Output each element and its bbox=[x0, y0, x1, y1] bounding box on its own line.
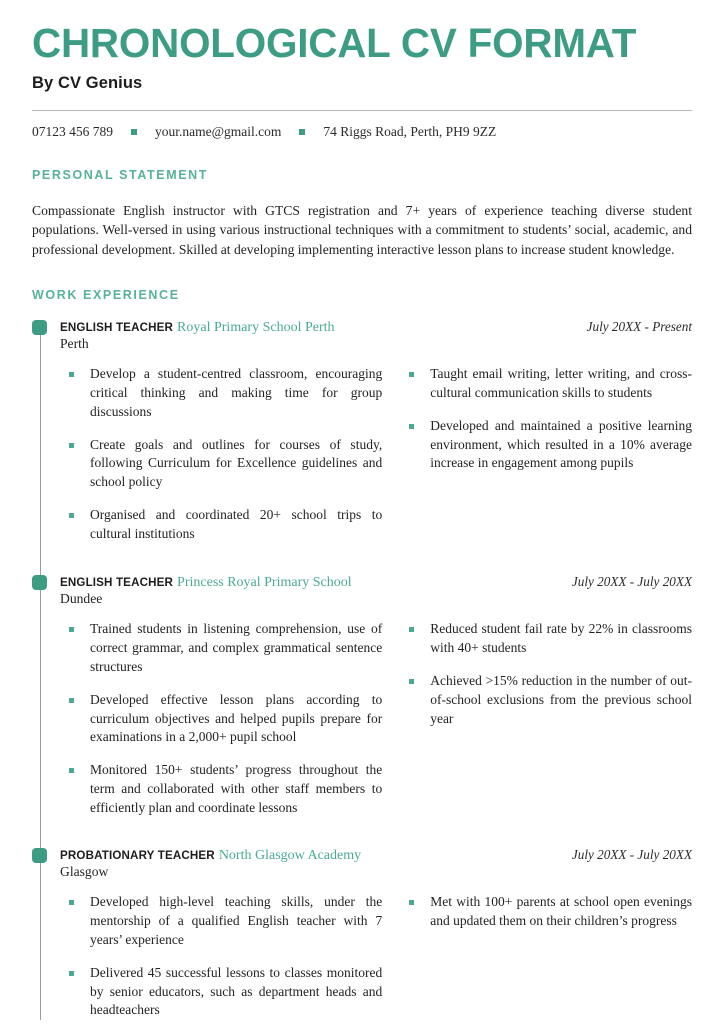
job-dates: July 20XX - July 20XX bbox=[571, 574, 692, 590]
bullet-square-icon bbox=[409, 900, 414, 905]
bullet-text: Taught email writing, letter writing, and cross-cultural communication skills to students bbox=[430, 365, 692, 400]
list-item bbox=[400, 417, 692, 474]
section-heading-personal-statement: PERSONAL STATEMENT bbox=[32, 168, 209, 183]
timeline-marker-icon bbox=[32, 575, 47, 590]
job-bullets-left bbox=[60, 893, 400, 1020]
job-entry bbox=[60, 573, 692, 818]
section-heading-work-experience: WORK EXPERIENCE bbox=[32, 287, 180, 302]
job-dates: July 20XX - July 20XX bbox=[571, 847, 692, 863]
bullet-text: Trained students in listening comprehension, use of correct grammar, and complex grammatical sentence structures bbox=[90, 621, 383, 674]
list-item bbox=[400, 620, 692, 658]
contact-email: your.name@gmail.com bbox=[155, 124, 282, 140]
timeline-line bbox=[40, 324, 41, 1020]
job-heading bbox=[60, 318, 335, 353]
job-company: Princess Royal Primary School bbox=[177, 575, 352, 591]
list-item bbox=[60, 506, 382, 544]
list-item bbox=[400, 893, 692, 931]
bullet-text: Developed effective lesson plans according to curriculum objectives and helped pupils prepare for examinations in a 2,000+ pupil school bbox=[90, 691, 383, 745]
job-bullets-right bbox=[400, 365, 692, 544]
bullet-square-icon bbox=[69, 627, 74, 632]
bullet-square-icon bbox=[69, 513, 74, 518]
timeline-marker-icon bbox=[32, 848, 47, 863]
list-item bbox=[60, 964, 382, 1021]
bullet-text: Achieved >15% reduction in the number of out-of-school exclusions from the previous school year bbox=[430, 672, 692, 726]
contact-row bbox=[32, 124, 692, 140]
job-heading bbox=[60, 846, 361, 881]
bullet-square-icon bbox=[409, 627, 414, 632]
bullet-text: Reduced student fail rate by 22% in classrooms with 40+ students bbox=[430, 621, 692, 655]
job-location: Glasgow bbox=[60, 864, 109, 880]
job-entry bbox=[60, 846, 692, 1020]
list-item bbox=[60, 620, 382, 677]
job-company: North Glasgow Academy bbox=[218, 848, 362, 864]
list-item bbox=[60, 761, 382, 818]
bullet-square-icon bbox=[69, 971, 74, 976]
job-bullet-columns bbox=[60, 620, 692, 818]
job-bullets-right bbox=[400, 893, 692, 1020]
bullet-square-icon bbox=[69, 768, 74, 773]
bullet-text: Developed high-level teaching skills, under the mentorship of a qualified English teacher with 7 years’ experience bbox=[90, 894, 383, 947]
job-location: Perth bbox=[60, 335, 89, 351]
job-bullets-right bbox=[400, 620, 692, 818]
list-item bbox=[400, 365, 692, 403]
bullet-text: Create goals and outlines for courses of study, following Curriculum for Excellence guidelines and school policy bbox=[90, 436, 383, 490]
bullet-square-icon bbox=[69, 443, 74, 448]
bullet-square-icon bbox=[409, 372, 414, 377]
cv-header bbox=[32, 0, 692, 111]
contact-phone: 07123 456 789 bbox=[32, 124, 113, 140]
list-item bbox=[60, 436, 382, 493]
job-title: ENGLISH TEACHER bbox=[60, 576, 174, 590]
job-bullets-left bbox=[60, 620, 400, 818]
job-bullet-columns bbox=[60, 365, 692, 544]
bullet-square-icon bbox=[69, 900, 74, 905]
job-bullets-left bbox=[60, 365, 400, 544]
list-item bbox=[60, 691, 382, 748]
contact-address: 74 Riggs Road, Perth, PH9 9ZZ bbox=[323, 124, 497, 140]
job-header bbox=[60, 573, 692, 608]
job-entry bbox=[60, 318, 692, 544]
bullet-text: Met with 100+ parents at school open evenings and updated them on their children’s progress bbox=[430, 894, 692, 928]
personal-statement-body: Compassionate English instructor with GTCS registration and 7+ years of experience teaching diverse student populations. Well-versed in using various instructional techniques with a commitment to students’ social, academic, and professional development. Skilled at developing implementing interactive lesson plans to increase student knowledge. bbox=[32, 203, 692, 257]
bullet-text: Organised and coordinated 20+ school trips to cultural institutions bbox=[90, 507, 383, 542]
list-item bbox=[60, 365, 382, 422]
job-spacer bbox=[60, 818, 692, 846]
list-item bbox=[60, 893, 382, 950]
job-spacer bbox=[60, 544, 692, 573]
bullet-text: Developed and maintained a positive learning environment, which resulted in a 10% average increase in engagement among pupils bbox=[430, 417, 692, 471]
job-heading bbox=[60, 573, 352, 608]
page-title: CHRONOLOGICAL CV FORMAT bbox=[32, 20, 637, 66]
square-separator-icon bbox=[131, 129, 137, 135]
job-dates: July 20XX - Present bbox=[586, 318, 692, 334]
bullet-text: Monitored 150+ students’ progress throughout the term and collaborated with other staff members to efficiently plan and coordinate lessons bbox=[90, 762, 383, 816]
square-separator-icon bbox=[299, 129, 305, 135]
timeline-marker-icon bbox=[32, 320, 47, 335]
bullet-square-icon bbox=[409, 424, 414, 429]
bullet-text: Delivered 45 successful lessons to classes monitored by senior educators, such as department heads and headteachers bbox=[90, 964, 383, 1018]
page-subtitle: By CV Genius bbox=[32, 74, 143, 93]
job-company: Royal Primary School Perth bbox=[177, 319, 335, 335]
bullet-square-icon bbox=[409, 679, 414, 684]
job-header bbox=[60, 846, 692, 881]
job-title: PROBATIONARY TEACHER bbox=[60, 849, 215, 863]
bullet-text: Develop a student-centred classroom, encouraging critical thinking and making time for group discussions bbox=[90, 365, 383, 419]
job-location: Dundee bbox=[60, 591, 103, 607]
experience-timeline bbox=[32, 318, 692, 1020]
job-title: ENGLISH TEACHER bbox=[60, 320, 174, 334]
job-bullet-columns bbox=[60, 893, 692, 1020]
header-divider bbox=[32, 110, 692, 111]
bullet-square-icon bbox=[69, 698, 74, 703]
job-header bbox=[60, 318, 692, 353]
list-item bbox=[400, 672, 692, 729]
bullet-square-icon bbox=[69, 372, 74, 377]
